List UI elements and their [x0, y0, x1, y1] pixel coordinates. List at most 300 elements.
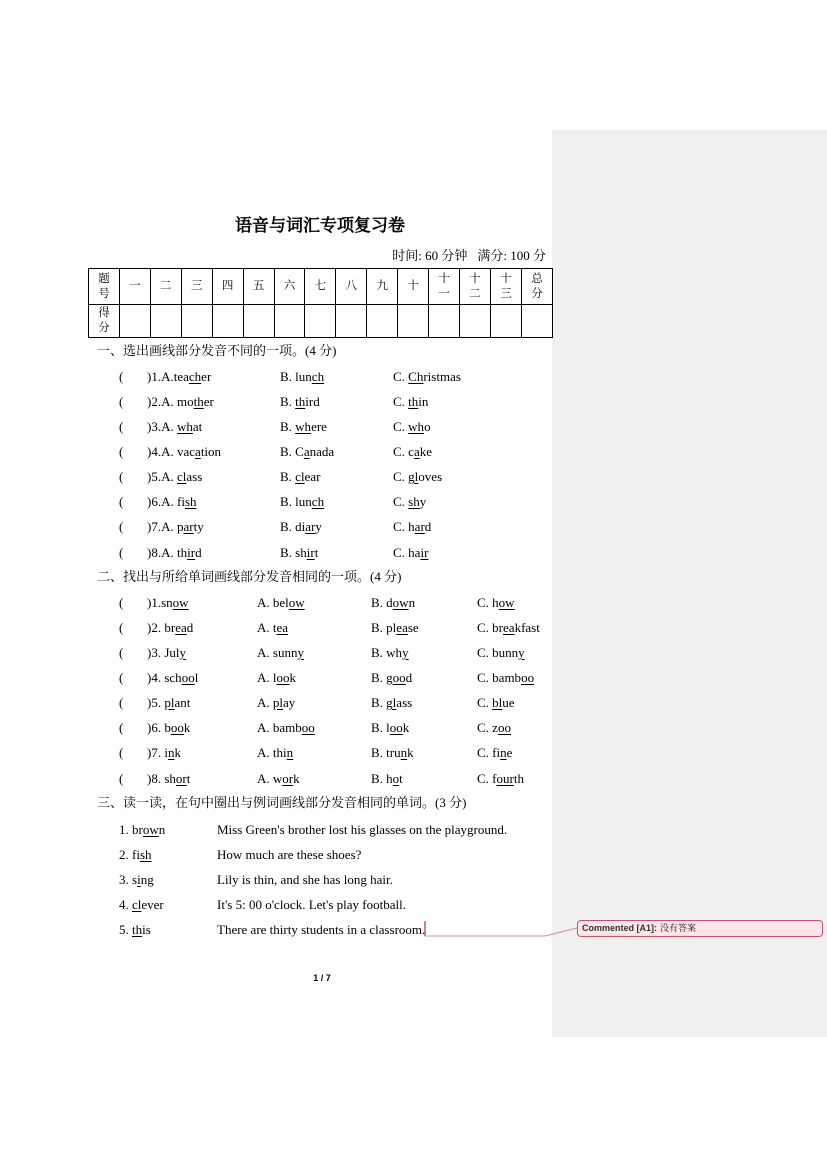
option-word-part: ear: [304, 469, 321, 485]
answer-blank-open: (: [119, 720, 124, 736]
cell-text: 三: [190, 280, 203, 292]
given-word: [164, 645, 186, 660]
option-letter: A.: [161, 418, 177, 434]
option-word-underlined-part: ar: [414, 519, 425, 535]
option-b-column: [280, 444, 334, 459]
given-word-underlined-part: ow: [172, 594, 189, 610]
cell-text: 总: [531, 272, 543, 285]
section-2-question-1: [0, 595, 552, 610]
option-b: [371, 695, 412, 710]
question-number-row: [89, 269, 553, 305]
section-1-question-6: [0, 494, 552, 509]
section-3-item-4: [0, 897, 552, 912]
question-number-cell: [243, 269, 274, 305]
section-3-item-3: [0, 872, 552, 887]
option-word-part: g: [386, 669, 393, 685]
option-letter: C.: [393, 544, 409, 560]
option-word-part: d: [386, 594, 393, 610]
question-number: 4.: [151, 669, 165, 685]
option-word-part: k: [407, 745, 414, 761]
option-word-part: ue: [502, 695, 515, 711]
question-stem: [147, 494, 197, 509]
question-number: 3.: [151, 644, 165, 660]
given-word: [161, 595, 188, 610]
given-word-part: i: [164, 745, 168, 761]
option-word-part: th: [513, 770, 524, 786]
option-word-underlined-part: n: [500, 745, 507, 761]
cell-text: 十: [469, 272, 481, 285]
option-word-part: z: [492, 720, 498, 736]
option-word-underlined-part: o: [392, 770, 400, 786]
given-word-underlined-part: y: [179, 644, 187, 660]
option-word-underlined-part: ow: [288, 594, 305, 610]
option-word-part: d: [405, 669, 413, 685]
option-word-underlined-part: y: [297, 644, 304, 660]
option-letter: C.: [477, 695, 493, 711]
question-number: 3.: [151, 418, 162, 434]
option-word-part: wh: [386, 644, 403, 660]
option-word-part: di: [295, 519, 306, 535]
option-c-column: [477, 595, 515, 610]
option-word-part: ass: [186, 469, 203, 485]
option-word-part: tea: [173, 368, 189, 384]
option-word-underlined-part: or: [282, 770, 294, 786]
option-word-part: bunn: [492, 644, 519, 660]
option-a-column: [257, 771, 300, 786]
option-c-column: [393, 394, 428, 409]
option-a-column: [257, 695, 295, 710]
time-limit: 时间: 60 分钟: [392, 248, 468, 263]
option-word-part: ristmas: [423, 368, 461, 384]
option-letter: A.: [161, 544, 177, 560]
option-c-column: [393, 444, 432, 459]
option-word-underlined-part: ow: [498, 594, 515, 610]
option-c-column: [477, 670, 534, 685]
option-letter: C.: [477, 669, 493, 685]
answer-blank-open: (: [119, 619, 124, 635]
option-word-underlined-part: ir: [306, 544, 315, 560]
example-word-underlined-part: i: [137, 871, 141, 887]
option-b-column: [371, 745, 414, 760]
question-number: 1.: [151, 594, 162, 610]
full-marks: 满分: 100 分: [477, 248, 546, 263]
option-b: [371, 745, 414, 760]
option-c-column: [477, 620, 540, 635]
option-c: [393, 369, 461, 384]
option-b-column: [371, 720, 409, 735]
cell-text: 八: [345, 280, 358, 292]
option-letter: B.: [280, 393, 296, 409]
option-c: [477, 745, 512, 760]
option-word-underlined-part: sh: [184, 494, 197, 510]
option-letter: C.: [393, 418, 409, 434]
option-word-part: ass: [396, 695, 413, 711]
option-c: [477, 645, 525, 660]
cell-text: 二: [469, 287, 481, 300]
option-b: [280, 545, 318, 560]
option-letter: B.: [371, 644, 387, 660]
question-number-cell: [460, 269, 491, 305]
option-c-column: [477, 695, 515, 710]
option-letter: C.: [477, 770, 493, 786]
question-number: 8.: [151, 544, 162, 560]
option-word-underlined-part: Ch: [408, 368, 424, 384]
option-word-part: h: [492, 594, 499, 610]
option-c: [477, 695, 515, 710]
option-b-column: [371, 595, 415, 610]
option-word-underlined-part: wh: [408, 418, 425, 434]
section-2-question-7: [0, 745, 552, 760]
comment-balloon[interactable]: [577, 920, 823, 937]
option-word-underlined-part: oo: [301, 720, 315, 736]
option-word-part: ha: [408, 544, 421, 560]
option-word-part: se: [407, 619, 419, 635]
option-letter: A.: [257, 669, 273, 685]
answer-blank-open: (: [119, 745, 124, 761]
section-3-item-2: [0, 847, 552, 862]
question-number: 2.: [151, 393, 162, 409]
cell-text: 得: [98, 307, 110, 319]
answer-blank-open: (: [119, 418, 124, 434]
option-a: [257, 695, 295, 710]
example-word-underlined-part: sh: [139, 846, 152, 862]
option-word-underlined-part: cl: [176, 469, 187, 485]
given-word: [164, 745, 181, 760]
answer-blank-open: (: [119, 519, 124, 535]
given-word-part: sn: [161, 594, 173, 610]
option-word-part: tion: [200, 443, 222, 459]
comment-author-label: Commented [A1]:: [582, 923, 658, 933]
given-word-underlined-part: or: [175, 770, 187, 786]
option-letter: B.: [280, 443, 296, 459]
option-c: [393, 444, 432, 459]
option-word-part: bamb: [492, 669, 522, 685]
option-word-underlined-part: th: [408, 393, 419, 409]
option-word-part: thi: [272, 745, 287, 761]
option-word-underlined-part: wh: [295, 418, 312, 434]
option-word-part: l: [386, 720, 390, 736]
given-word-part: k: [174, 745, 181, 761]
answer-blank-close: ): [147, 544, 152, 560]
option-word-part: ke: [419, 443, 433, 459]
given-word-part: t: [186, 770, 191, 786]
item-number: 4.: [119, 896, 132, 912]
option-b: [371, 595, 415, 610]
option-letter: B.: [371, 669, 387, 685]
option-b-column: [280, 494, 324, 509]
option-a-column: [257, 720, 315, 735]
option-c: [477, 595, 515, 610]
section-1-question-1: [0, 369, 552, 384]
score-table: [88, 268, 553, 338]
option-c-column: [393, 519, 431, 534]
option-letter: B.: [371, 745, 387, 761]
page-number: 1 / 7: [313, 973, 331, 983]
given-word-underlined-part: n: [167, 745, 175, 761]
answer-blank-open: (: [119, 644, 124, 660]
score-entry-cell: [460, 305, 491, 338]
option-b: [280, 494, 324, 509]
option-b-column: [371, 695, 412, 710]
given-word-part: l: [194, 669, 199, 685]
option-letter: A.: [257, 619, 273, 635]
given-word-part: ant: [174, 695, 191, 711]
option-word-underlined-part: ea: [276, 619, 289, 635]
answer-blank-close: ): [147, 669, 152, 685]
section-2-question-5: [0, 695, 552, 710]
section-3-item-5: [0, 922, 552, 937]
question-stem: [147, 670, 198, 685]
given-word-part: sh: [164, 770, 176, 786]
option-letter: A.: [257, 594, 273, 610]
item-number: 1.: [119, 821, 132, 837]
option-c-column: [393, 494, 426, 509]
section-1-heading: 一、选出画线部分发音不同的一项。(4 分): [97, 343, 337, 358]
cell-text: 十: [500, 272, 512, 285]
question-stem: [147, 745, 181, 760]
option-word-part: C: [295, 443, 304, 459]
section-2-heading: 二、找出与所给单词画线部分发音相同的一项。(4 分): [97, 569, 402, 584]
score-entry-cell: [398, 305, 429, 338]
score-entry-cell: [305, 305, 336, 338]
section-1-question-8: [0, 545, 552, 560]
section-3-item-1: [0, 822, 552, 837]
cell-text: 分: [98, 322, 110, 334]
cell-text: 分: [531, 287, 543, 300]
option-letter: C.: [393, 469, 409, 485]
option-a: [161, 394, 214, 409]
option-b-column: [371, 645, 409, 660]
example-word-underlined-part: cl: [132, 896, 142, 912]
option-a: [161, 494, 196, 509]
example-word: [119, 872, 154, 887]
option-word-underlined-part: pl: [272, 695, 284, 711]
example-word-part: fi: [132, 846, 140, 862]
option-word-part: th: [176, 544, 188, 560]
option-b: [280, 469, 320, 484]
option-letter: B.: [280, 418, 296, 434]
option-letter: C.: [477, 745, 493, 761]
option-a: [257, 745, 293, 760]
option-word-part: l: [272, 669, 277, 685]
option-word-part: k: [402, 720, 410, 736]
score-entry-cell: [243, 305, 274, 338]
option-c-column: [393, 545, 428, 560]
option-word-part: k: [293, 770, 300, 786]
item-number: 3.: [119, 871, 132, 887]
cell-text: 二: [160, 280, 172, 292]
given-word: [164, 771, 190, 786]
question-number: 7.: [151, 519, 162, 535]
given-word: [164, 720, 190, 735]
cell-text: 三: [500, 287, 512, 300]
option-word-part: tru: [386, 745, 401, 761]
option-c-column: [477, 645, 525, 660]
question-stem: [147, 620, 193, 635]
option-letter: B.: [280, 519, 296, 535]
question-stem: [147, 419, 202, 434]
option-word-underlined-part: th: [295, 393, 306, 409]
score-entry-cell: [521, 305, 552, 338]
cell-text: 题: [98, 272, 110, 285]
answer-blank-open: (: [119, 443, 124, 459]
option-letter: C.: [393, 443, 409, 459]
given-word-part: d: [186, 619, 194, 635]
answer-blank-open: (: [119, 544, 124, 560]
example-word: [119, 847, 152, 862]
option-word-underlined-part: cl: [295, 469, 305, 485]
option-b: [371, 771, 403, 786]
section-1-question-2: [0, 394, 552, 409]
option-c-column: [393, 469, 442, 484]
question-number: 2.: [151, 619, 165, 635]
example-word: [119, 897, 164, 912]
option-word-underlined-part: ch: [188, 368, 202, 384]
option-a: [161, 519, 204, 534]
option-word-underlined-part: wh: [176, 418, 193, 434]
option-word-part: h: [408, 519, 415, 535]
option-b: [371, 720, 409, 735]
section-2-question-8: [0, 771, 552, 786]
question-stem: [147, 394, 214, 409]
comment-text: 没有答案: [660, 923, 697, 933]
option-b: [371, 620, 419, 635]
given-word-part: k: [183, 720, 191, 736]
option-letter: A.: [161, 519, 177, 535]
score-label-cell: [89, 305, 120, 338]
option-letter: A.: [257, 770, 273, 786]
option-word-part: pl: [386, 619, 397, 635]
option-word-part: t: [314, 544, 319, 560]
option-letter: C.: [477, 644, 493, 660]
score-entry-cell: [274, 305, 305, 338]
option-letter: B.: [371, 770, 387, 786]
option-a: [161, 419, 202, 434]
option-word-part: y: [419, 494, 427, 510]
option-word-underlined-part: oo: [521, 669, 535, 685]
option-a: [257, 771, 300, 786]
answer-blank-open: (: [119, 494, 124, 510]
answer-blank-open: (: [119, 594, 124, 610]
question-stem: [147, 369, 211, 384]
option-word-part: o: [424, 418, 431, 434]
section-3-heading: 三、读一读，在句中圈出与例词画线部分发音相同的单词。(3 分): [97, 795, 467, 810]
given-word-underlined-part: oo: [170, 720, 184, 736]
option-a: [257, 670, 296, 685]
question-number-cell: [367, 269, 398, 305]
cell-text: 七: [314, 280, 327, 292]
section-1-question-3: [0, 419, 552, 434]
option-letter: C.: [393, 494, 409, 510]
option-c-column: [477, 771, 524, 786]
question-number: 8.: [151, 770, 165, 786]
option-word-part: sh: [295, 544, 307, 560]
option-word-underlined-part: a: [195, 443, 201, 459]
question-stem: [147, 720, 190, 735]
option-word-underlined-part: oo: [497, 720, 511, 736]
option-letter: C.: [393, 393, 409, 409]
option-b-column: [371, 670, 412, 685]
option-word-part: e: [506, 745, 513, 761]
option-letter: A.: [257, 745, 273, 761]
given-word: [164, 620, 193, 635]
example-word-part: s: [132, 871, 138, 887]
question-number-cell: [490, 269, 521, 305]
option-word-part: er: [203, 393, 214, 409]
section-1-question-4: [0, 444, 552, 459]
answer-blank-open: (: [119, 770, 124, 786]
cell-text: 十: [407, 280, 419, 292]
option-a: [161, 469, 202, 484]
option-b-column: [371, 620, 419, 635]
option-b: [280, 519, 322, 534]
section-2-question-4: [0, 670, 552, 685]
option-letter: B.: [280, 544, 296, 560]
option-word-part: kfast: [514, 619, 540, 635]
question-number-cell: [212, 269, 243, 305]
option-word-underlined-part: ar: [183, 519, 194, 535]
answer-blank-close: ): [147, 418, 152, 434]
given-word: [164, 695, 190, 710]
given-word-part: br: [164, 619, 176, 635]
option-letter: B.: [371, 594, 387, 610]
option-word-underlined-part: y: [402, 644, 409, 660]
option-word-part: fi: [176, 494, 185, 510]
option-word-part: oves: [418, 469, 443, 485]
answer-blank-close: ): [147, 393, 152, 409]
option-word-part: d: [424, 519, 432, 535]
option-a: [161, 369, 211, 384]
option-letter: B.: [280, 368, 296, 384]
option-word-part: mo: [176, 393, 194, 409]
question-number: 7.: [151, 745, 165, 761]
example-word-part: ever: [141, 896, 164, 912]
answer-blank-close: ): [147, 720, 152, 736]
option-letter: A.: [161, 368, 174, 384]
cell-text: 四: [221, 280, 234, 292]
option-word-part: sunn: [272, 644, 298, 660]
option-letter: C.: [477, 720, 493, 736]
answer-blank-close: ): [147, 619, 152, 635]
answer-blank-open: (: [119, 368, 124, 384]
option-b-column: [371, 771, 403, 786]
option-word-underlined-part: th: [193, 393, 204, 409]
question-number-cell: [521, 269, 552, 305]
option-word-part: at: [192, 418, 203, 434]
option-c-column: [477, 745, 512, 760]
example-word-underlined-part: th: [132, 921, 143, 937]
question-number-cell: [150, 269, 181, 305]
option-word-underlined-part: gl: [408, 469, 419, 485]
section-1-question-7: [0, 519, 552, 534]
section-1-question-5: [0, 469, 552, 484]
question-stem: [147, 595, 189, 610]
sentence: How much are these shoes?: [217, 846, 362, 862]
option-word-underlined-part: ir: [420, 544, 429, 560]
question-number-label-cell: [89, 269, 120, 305]
sentence: There are thirty students in a classroom.: [217, 921, 426, 937]
option-letter: B.: [371, 720, 387, 736]
option-a: [161, 545, 201, 560]
option-word-underlined-part: y: [518, 644, 525, 660]
option-c-column: [393, 369, 461, 384]
given-word-underlined-part: oo: [181, 669, 195, 685]
answer-blank-close: ): [147, 594, 152, 610]
answer-blank-close: ): [147, 644, 152, 660]
option-word-underlined-part: a: [413, 443, 420, 459]
example-word-part: n: [158, 821, 166, 837]
option-word-underlined-part: ea: [396, 619, 408, 635]
